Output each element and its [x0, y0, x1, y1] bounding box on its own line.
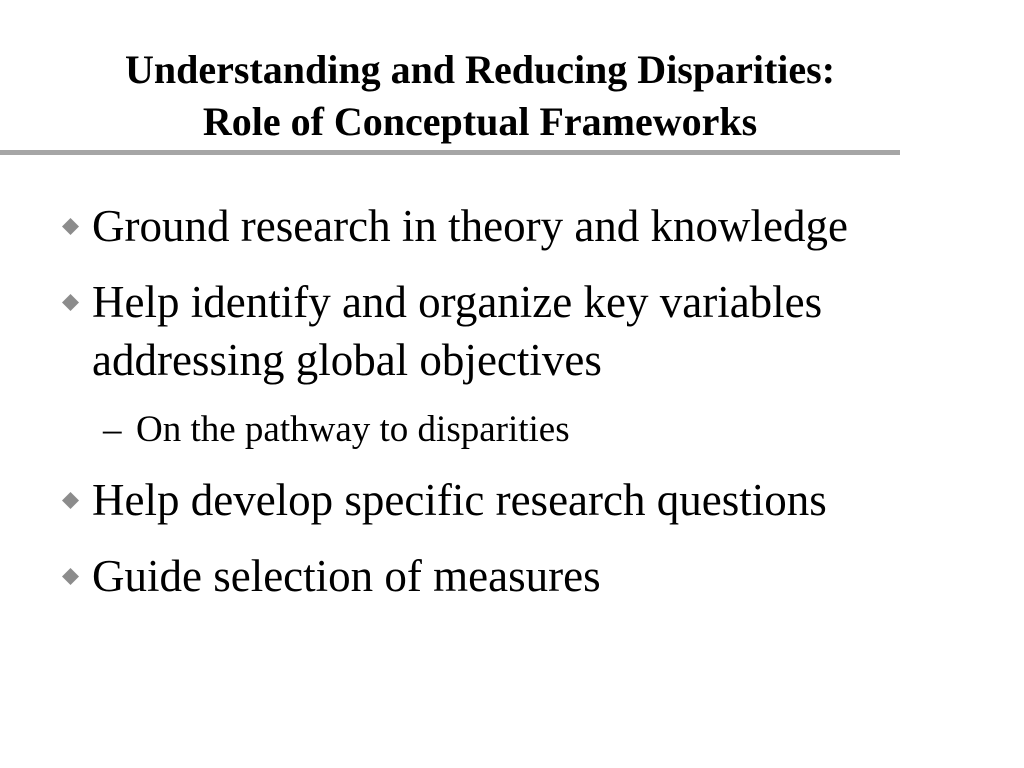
- diamond-icon: [62, 294, 79, 311]
- title-line-1: Understanding and Reducing Disparities:: [124, 47, 836, 92]
- slide-title: [0, 44, 960, 148]
- diamond-icon: [62, 492, 79, 509]
- sub-bullet-dash: –: [103, 409, 122, 450]
- bullet-text: Help develop specific research questions: [92, 475, 827, 525]
- diamond-icon: [62, 568, 79, 585]
- sub-bullet-text: On the pathway to disparities: [136, 409, 570, 450]
- title-line-2: Role of Conceptual Frameworks: [202, 99, 758, 144]
- bullet-text: Guide selection of measures: [92, 551, 601, 601]
- bullet-text-line-2: addressing global objectives: [92, 335, 602, 385]
- diamond-icon: [62, 218, 79, 235]
- bullet-text-line-1: Help identify and organize key variables: [92, 277, 823, 327]
- title-divider: [0, 150, 900, 155]
- bullet-text: Ground research in theory and knowledge: [92, 201, 848, 251]
